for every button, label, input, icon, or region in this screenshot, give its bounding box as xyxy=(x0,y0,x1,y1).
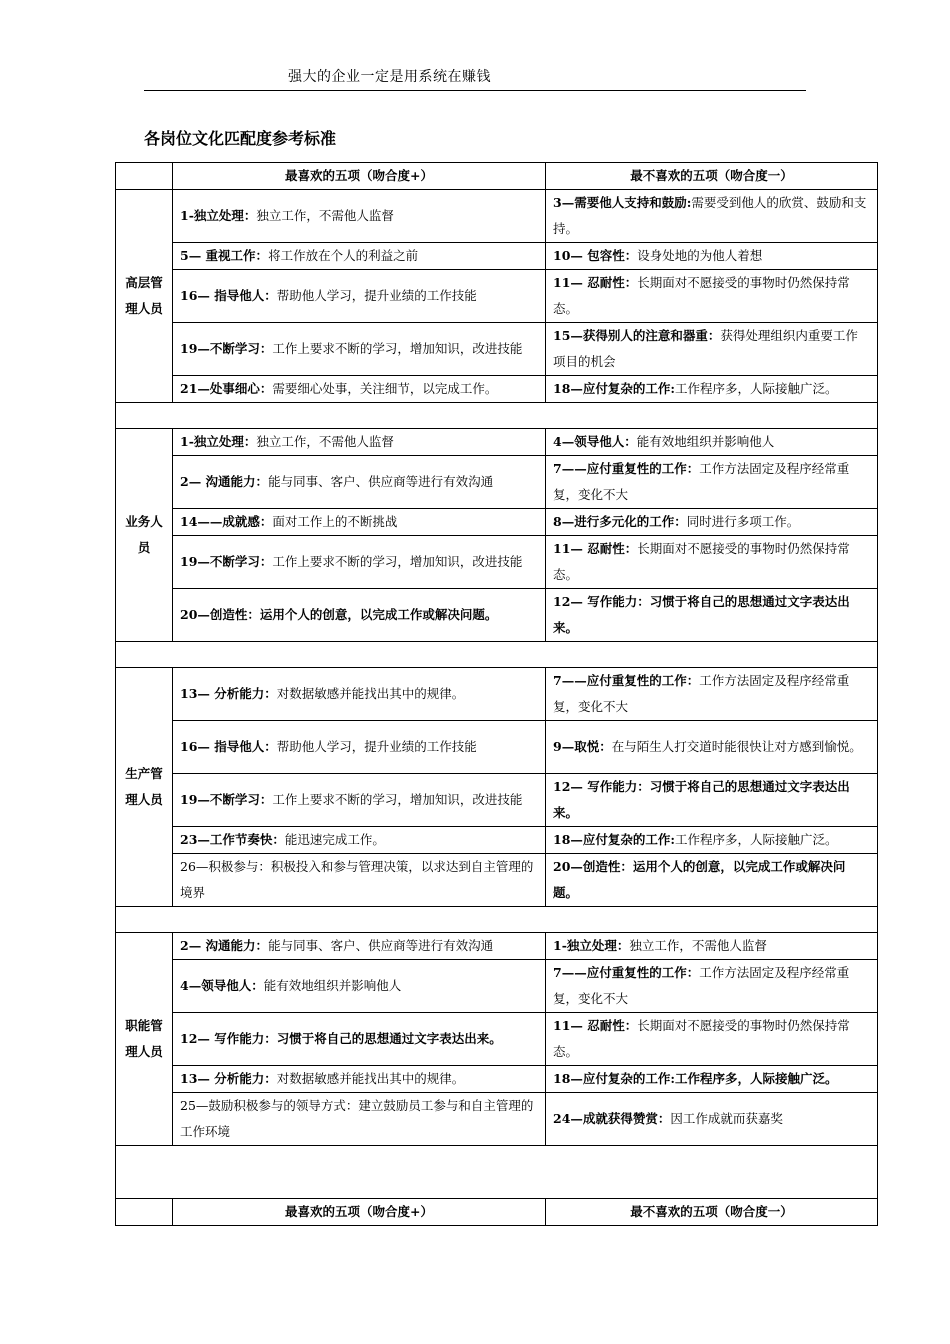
like-label: 20—创造性： xyxy=(180,607,260,622)
dislike-cell xyxy=(546,376,878,403)
dislike-desc: 工作方法固定及程序经常重复，变化不大 xyxy=(553,673,850,714)
like-cell xyxy=(173,1093,546,1146)
dislike-desc: 在与陌生人打交道时能很快让对方感到愉悦。 xyxy=(611,739,862,754)
like-desc: 独立工作，不需他人监督 xyxy=(256,434,394,449)
table-row xyxy=(116,774,878,827)
like-cell xyxy=(173,270,546,323)
like-cell xyxy=(173,456,546,509)
table-row xyxy=(116,190,878,243)
like-cell xyxy=(173,774,546,827)
dislike-desc: 习惯于将自己的思想通过文字表达出来。 xyxy=(553,779,850,820)
dislike-desc: 需要受到他人的欣赏、鼓励和支持。 xyxy=(553,195,867,236)
like-desc: 习惯于将自己的思想通过文字表达出来。 xyxy=(276,1031,502,1046)
header-dislike: 最不喜欢的五项（吻合度一） xyxy=(546,163,878,190)
like-label: 2— 沟通能力： xyxy=(180,938,269,953)
like-label: 19—不断学习： xyxy=(180,554,273,569)
dislike-cell xyxy=(546,933,878,960)
like-desc: 运用个人的创意，以完成工作或解决问题。 xyxy=(259,607,498,622)
like-label: 1-独立处理： xyxy=(180,208,257,223)
table-row xyxy=(116,721,878,774)
dislike-desc: 能有效地组织并影响他人 xyxy=(636,434,775,449)
like-label: 4—领导他人： xyxy=(180,978,264,993)
spacer-cell xyxy=(116,907,878,933)
dislike-cell xyxy=(546,1093,878,1146)
like-desc: 面对工作上的不断挑战 xyxy=(272,514,398,529)
dislike-label: 10— 包容性： xyxy=(553,248,638,263)
dislike-desc: 独立工作，不需他人监督 xyxy=(629,938,767,953)
header-rule xyxy=(144,90,806,91)
dislike-cell xyxy=(546,429,878,456)
like-desc: 独立工作，不需他人监督 xyxy=(256,208,394,223)
dislike-label: 11— 忍耐性： xyxy=(553,275,638,290)
table-row xyxy=(116,827,878,854)
like-label: 1-独立处理： xyxy=(180,434,257,449)
like-desc: 工作上要求不断的学习，增加知识，改进技能 xyxy=(272,554,523,569)
like-desc: 25—鼓励积极参与的领导方式：建立鼓励员工参与和自主管理的工作环境 xyxy=(180,1098,534,1139)
dislike-desc: 因工作成就而获嘉奖 xyxy=(670,1111,783,1126)
table-header-row xyxy=(116,163,878,190)
dislike-label: 11— 忍耐性： xyxy=(553,1018,638,1033)
like-desc: 能有效地组织并影响他人 xyxy=(263,978,402,993)
dislike-label: 18—应付复杂的工作: xyxy=(553,832,676,847)
dislike-desc: 工作程序多，人际接触广泛。 xyxy=(675,832,838,847)
role-cell: 生产管理人员 xyxy=(116,668,173,907)
dislike-cell xyxy=(546,1066,878,1093)
like-cell xyxy=(173,933,546,960)
like-desc: 将工作放在个人的利益之前 xyxy=(268,248,419,263)
like-desc: 能与同事、客户、供应商等进行有效沟通 xyxy=(268,938,494,953)
dislike-desc: 工作程序多，人际接触广泛。 xyxy=(675,1071,838,1086)
dislike-label: 11— 忍耐性： xyxy=(553,541,638,556)
dislike-label: 15—获得别人的注意和器重： xyxy=(553,328,721,343)
header-empty-cell xyxy=(116,163,173,190)
like-desc: 对数据敏感并能找出其中的规律。 xyxy=(276,1071,465,1086)
like-cell xyxy=(173,243,546,270)
like-label: 13— 分析能力： xyxy=(180,1071,277,1086)
table-row xyxy=(116,243,878,270)
dislike-cell xyxy=(546,960,878,1013)
table-row xyxy=(116,270,878,323)
dislike-desc: 同时进行多项工作。 xyxy=(686,514,800,529)
like-cell xyxy=(173,429,546,456)
dislike-cell xyxy=(546,1013,878,1066)
culture-match-table xyxy=(115,162,878,1226)
dislike-cell xyxy=(546,721,878,774)
dislike-cell xyxy=(546,323,878,376)
like-label: 5— 重视工作： xyxy=(180,248,269,263)
dislike-desc: 工作方法固定及程序经常重复，变化不大 xyxy=(553,965,850,1006)
dislike-cell xyxy=(546,827,878,854)
like-cell xyxy=(173,190,546,243)
like-label: 23—工作节奏快： xyxy=(180,832,285,847)
dislike-label: 12— 写作能力： xyxy=(553,779,650,794)
like-cell xyxy=(173,668,546,721)
dislike-desc: 工作程序多，人际接触广泛。 xyxy=(675,381,838,396)
like-cell xyxy=(173,854,546,907)
table-row xyxy=(116,376,878,403)
like-cell xyxy=(173,960,546,1013)
dislike-cell xyxy=(546,270,878,323)
like-label: 12— 写作能力： xyxy=(180,1031,277,1046)
dislike-label: 1-独立处理： xyxy=(553,938,630,953)
like-desc: 对数据敏感并能找出其中的规律。 xyxy=(276,686,465,701)
table-footer-row xyxy=(116,1199,878,1226)
like-label: 14——成就感： xyxy=(180,514,273,529)
like-cell xyxy=(173,589,546,642)
role-cell: 高层管理人员 xyxy=(116,190,173,403)
dislike-label: 12— 写作能力： xyxy=(553,594,650,609)
like-cell xyxy=(173,721,546,774)
footer-like: 最喜欢的五项（吻合度+） xyxy=(173,1199,546,1226)
dislike-cell xyxy=(546,536,878,589)
like-label: 19—不断学习： xyxy=(180,792,273,807)
like-label: 16— 指导他人： xyxy=(180,739,277,754)
dislike-label: 24—成就获得赞赏： xyxy=(553,1111,671,1126)
dislike-label: 3—需要他人支持和鼓励: xyxy=(553,195,692,210)
dislike-label: 18—应付复杂的工作: xyxy=(553,381,676,396)
dislike-cell xyxy=(546,854,878,907)
table-row xyxy=(116,429,878,456)
dislike-label: 9—取悦： xyxy=(553,739,612,754)
like-label: 16— 指导他人： xyxy=(180,288,277,303)
like-desc: 帮助他人学习，提升业绩的工作技能 xyxy=(276,288,477,303)
table-row xyxy=(116,1013,878,1066)
spacer-cell xyxy=(116,403,878,429)
like-desc: 26—积极参与：积极投入和参与管理决策，以求达到自主管理的境界 xyxy=(180,859,534,900)
dislike-label: 7——应付重复性的工作： xyxy=(553,965,700,980)
role-cell: 业务人员 xyxy=(116,429,173,642)
dislike-cell xyxy=(546,589,878,642)
like-desc: 帮助他人学习，提升业绩的工作技能 xyxy=(276,739,477,754)
table-row xyxy=(116,933,878,960)
like-desc: 工作上要求不断的学习，增加知识，改进技能 xyxy=(272,341,523,356)
spacer-row xyxy=(116,642,878,668)
like-desc: 工作上要求不断的学习，增加知识，改进技能 xyxy=(272,792,523,807)
dislike-desc: 获得处理组织内重要工作项目的机会 xyxy=(553,328,858,369)
dislike-label: 20—创造性： xyxy=(553,859,633,874)
document-title: 各岗位文化匹配度参考标准 xyxy=(144,129,337,148)
table-row xyxy=(116,456,878,509)
spacer-row xyxy=(116,1146,878,1199)
dislike-cell xyxy=(546,190,878,243)
table-row xyxy=(116,589,878,642)
like-cell xyxy=(173,509,546,536)
table-row xyxy=(116,960,878,1013)
dislike-label: 8—进行多元化的工作： xyxy=(553,514,687,529)
like-label: 13— 分析能力： xyxy=(180,686,277,701)
footer-dislike: 最不喜欢的五项（吻合度一） xyxy=(546,1199,878,1226)
spacer-cell xyxy=(116,1146,878,1199)
header-like: 最喜欢的五项（吻合度+） xyxy=(173,163,546,190)
like-cell xyxy=(173,827,546,854)
table-row xyxy=(116,1066,878,1093)
like-desc: 能与同事、客户、供应商等进行有效沟通 xyxy=(268,474,494,489)
spacer-row xyxy=(116,403,878,429)
table-row xyxy=(116,509,878,536)
role-cell: 职能管理人员 xyxy=(116,933,173,1146)
dislike-label: 18—应付复杂的工作: xyxy=(553,1071,676,1086)
dislike-desc: 习惯于将自己的思想通过文字表达出来。 xyxy=(553,594,850,635)
like-label: 19—不断学习： xyxy=(180,341,273,356)
dislike-label: 7——应付重复性的工作： xyxy=(553,461,700,476)
dislike-desc: 运用个人的创意，以完成工作或解决问题。 xyxy=(553,859,846,900)
like-cell xyxy=(173,323,546,376)
footer-empty-cell xyxy=(116,1199,173,1226)
table-row xyxy=(116,854,878,907)
like-cell xyxy=(173,376,546,403)
dislike-cell xyxy=(546,509,878,536)
dislike-cell xyxy=(546,456,878,509)
dislike-label: 4—领导他人： xyxy=(553,434,637,449)
like-label: 2— 沟通能力： xyxy=(180,474,269,489)
table-row xyxy=(116,1093,878,1146)
dislike-desc: 长期面对不愿接受的事物时仍然保持常态。 xyxy=(553,1018,850,1059)
spacer-row xyxy=(116,907,878,933)
header-text: 强大的企业一定是用系统在赚钱 xyxy=(288,69,491,85)
like-desc: 能迅速完成工作。 xyxy=(284,832,385,847)
like-cell xyxy=(173,536,546,589)
dislike-desc: 工作方法固定及程序经常重复，变化不大 xyxy=(553,461,850,502)
dislike-cell xyxy=(546,243,878,270)
like-cell xyxy=(173,1013,546,1066)
dislike-desc: 长期面对不愿接受的事物时仍然保持常态。 xyxy=(553,275,850,316)
table-row xyxy=(116,323,878,376)
spacer-cell xyxy=(116,642,878,668)
like-desc: 需要细心处事，关注细节，以完成工作。 xyxy=(272,381,498,396)
dislike-cell xyxy=(546,668,878,721)
dislike-desc: 设身处地的为他人着想 xyxy=(637,248,763,263)
table-row xyxy=(116,536,878,589)
like-label: 21—处事细心： xyxy=(180,381,273,396)
like-cell xyxy=(173,1066,546,1093)
table-row xyxy=(116,668,878,721)
dislike-cell xyxy=(546,774,878,827)
dislike-label: 7——应付重复性的工作： xyxy=(553,673,700,688)
dislike-desc: 长期面对不愿接受的事物时仍然保持常态。 xyxy=(553,541,850,582)
